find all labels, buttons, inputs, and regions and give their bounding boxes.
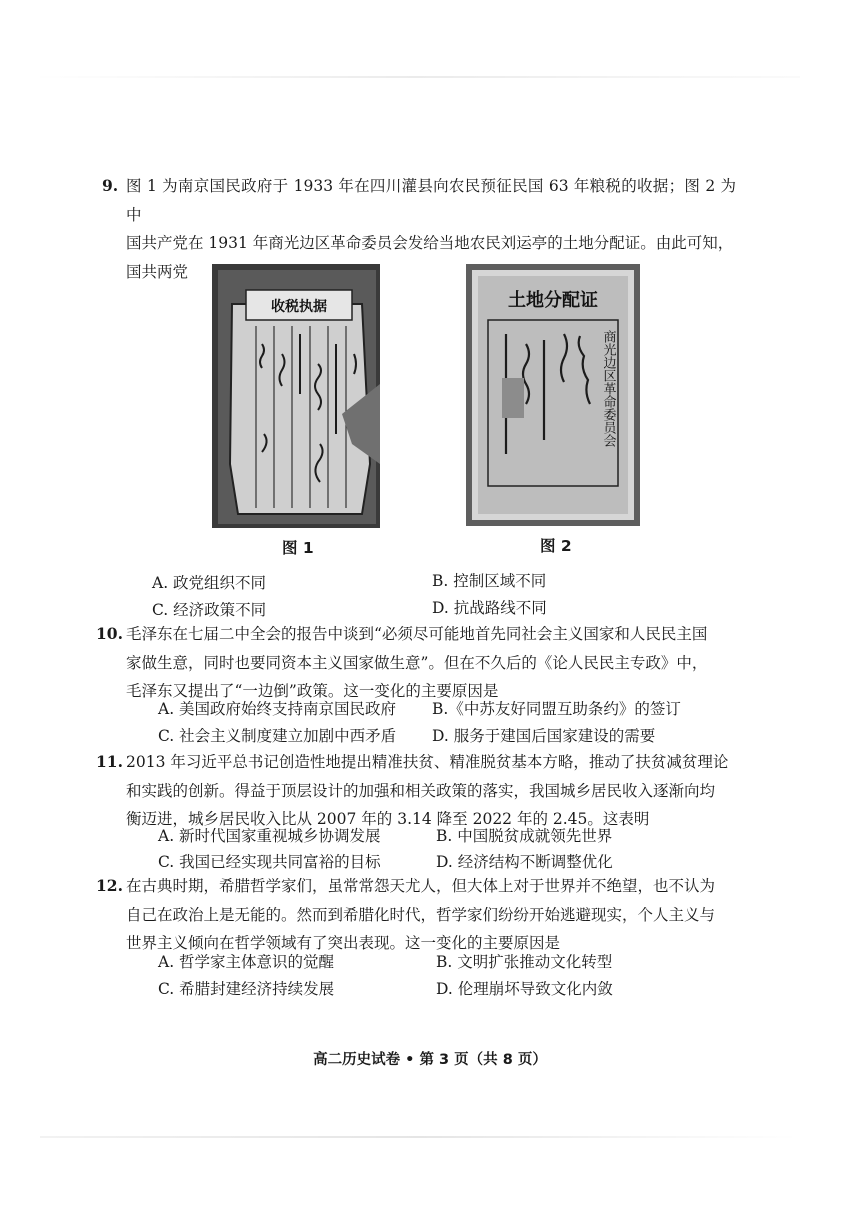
question-stem-line: 自己在政治上是无能的。然而到希腊化时代，哲学家们纷纷开始逃避现实，个人主义与 — [126, 905, 716, 924]
question-number: 10. — [96, 624, 123, 643]
question-stem-line: 衡迈进，城乡居民收入比从 2007 年的 3.14 降至 2022 年的 2.45。这表明 — [126, 810, 650, 828]
question-stem-line: 在古典时期，希腊哲学家们，虽常常怨天尤人，但大体上对于世界并不绝望，也不认为 — [126, 877, 716, 895]
question-number: 11. — [96, 752, 123, 771]
question-stem-line: 毛泽东在七届二中全会的报告中谈到“必须尽可能地首先同社会主义国家和人民民主国 — [126, 625, 708, 643]
q11-option-b[interactable]: B. 中国脱贫成就领先世界 — [436, 827, 613, 845]
q9-option-d[interactable]: D. 抗战路线不同 — [432, 599, 547, 617]
figure-1-tax-receipt — [212, 264, 380, 528]
q9-option-a[interactable]: A. 政党组织不同 — [152, 574, 267, 592]
figure-2-land-certificate — [466, 264, 640, 526]
question-stem-line: 2013 年习近平总书记创造性地提出精准扶贫、精准脱贫基本方略，推动了扶贫减贫理论 — [126, 753, 729, 771]
q11-option-d[interactable]: D. 经济结构不断调整优化 — [436, 853, 613, 871]
certificate-issuer: 商光边区革命委员会 — [600, 330, 616, 447]
question-stem-line: 毛泽东又提出了“一边倒”政策。这一变化的主要原因是 — [126, 682, 499, 700]
scan-edge-top — [30, 76, 800, 78]
q11-option-c[interactable]: C. 我国已经实现共同富裕的目标 — [158, 853, 381, 871]
question-number: 12. — [96, 876, 123, 895]
q10-option-d[interactable]: D. 服务于建国后国家建设的需要 — [432, 727, 656, 745]
figure-2-caption: 图 2 — [540, 537, 572, 555]
question-stem-line: 和实践的创新。得益于顶层设计的加强和相关政策的落实，我国城乡居民收入逐渐向均 — [126, 781, 716, 800]
tax-receipt-image — [212, 264, 380, 528]
q12-option-c[interactable]: C. 希腊封建经济持续发展 — [158, 980, 335, 998]
q10-option-b[interactable]: B.《中苏友好同盟互助条约》的签订 — [432, 700, 681, 718]
q10-option-c[interactable]: C. 社会主义制度建立加剧中西矛盾 — [158, 727, 397, 745]
land-certificate-image — [466, 264, 640, 526]
q9-option-c[interactable]: C. 经济政策不同 — [152, 601, 267, 619]
question-stem-line: 家做生意，同时也要同资本主义国家做生意”。但在不久后的《论人民民主专政》中， — [126, 653, 708, 672]
question-stem-line: 国共两党 — [126, 262, 189, 281]
question-12 — [96, 872, 736, 958]
q10-option-a[interactable]: A. 美国政府始终支持南京国民政府 — [158, 700, 397, 718]
q12-option-d[interactable]: D. 伦理崩坏导致文化内敛 — [436, 980, 613, 998]
q11-option-a[interactable]: A. 新时代国家重视城乡协调发展 — [158, 827, 381, 845]
q12-option-b[interactable]: B. 文明扩张推动文化转型 — [436, 953, 613, 971]
question-11 — [96, 748, 736, 834]
question-stem-line: 国共产党在 1931 年商光边区革命委员会发给当地农民刘运亭的土地分配证。由此可知， — [126, 234, 734, 252]
question-stem-line: 图 1 为南京国民政府于 1933 年在四川灌县向农民预征民国 63 年粮税的收据；图 2 为中 — [126, 177, 736, 224]
certificate-header: 土地分配证 — [508, 290, 598, 311]
figure-1-caption: 图 1 — [282, 539, 314, 557]
question-10 — [96, 620, 736, 706]
scan-edge-bottom — [40, 1136, 800, 1138]
q12-option-a[interactable]: A. 哲学家主体意识的觉醒 — [158, 953, 335, 971]
page-footer: 高二历史试卷 • 第 3 页（共 8 页） — [313, 1052, 547, 1068]
receipt-header: 收税执据 — [271, 299, 327, 315]
question-stem-line: 世界主义倾向在哲学领域有了突出表现。这一变化的主要原因是 — [126, 934, 561, 952]
question-number: 9. — [102, 176, 119, 195]
q9-option-b[interactable]: B. 控制区域不同 — [432, 572, 547, 590]
